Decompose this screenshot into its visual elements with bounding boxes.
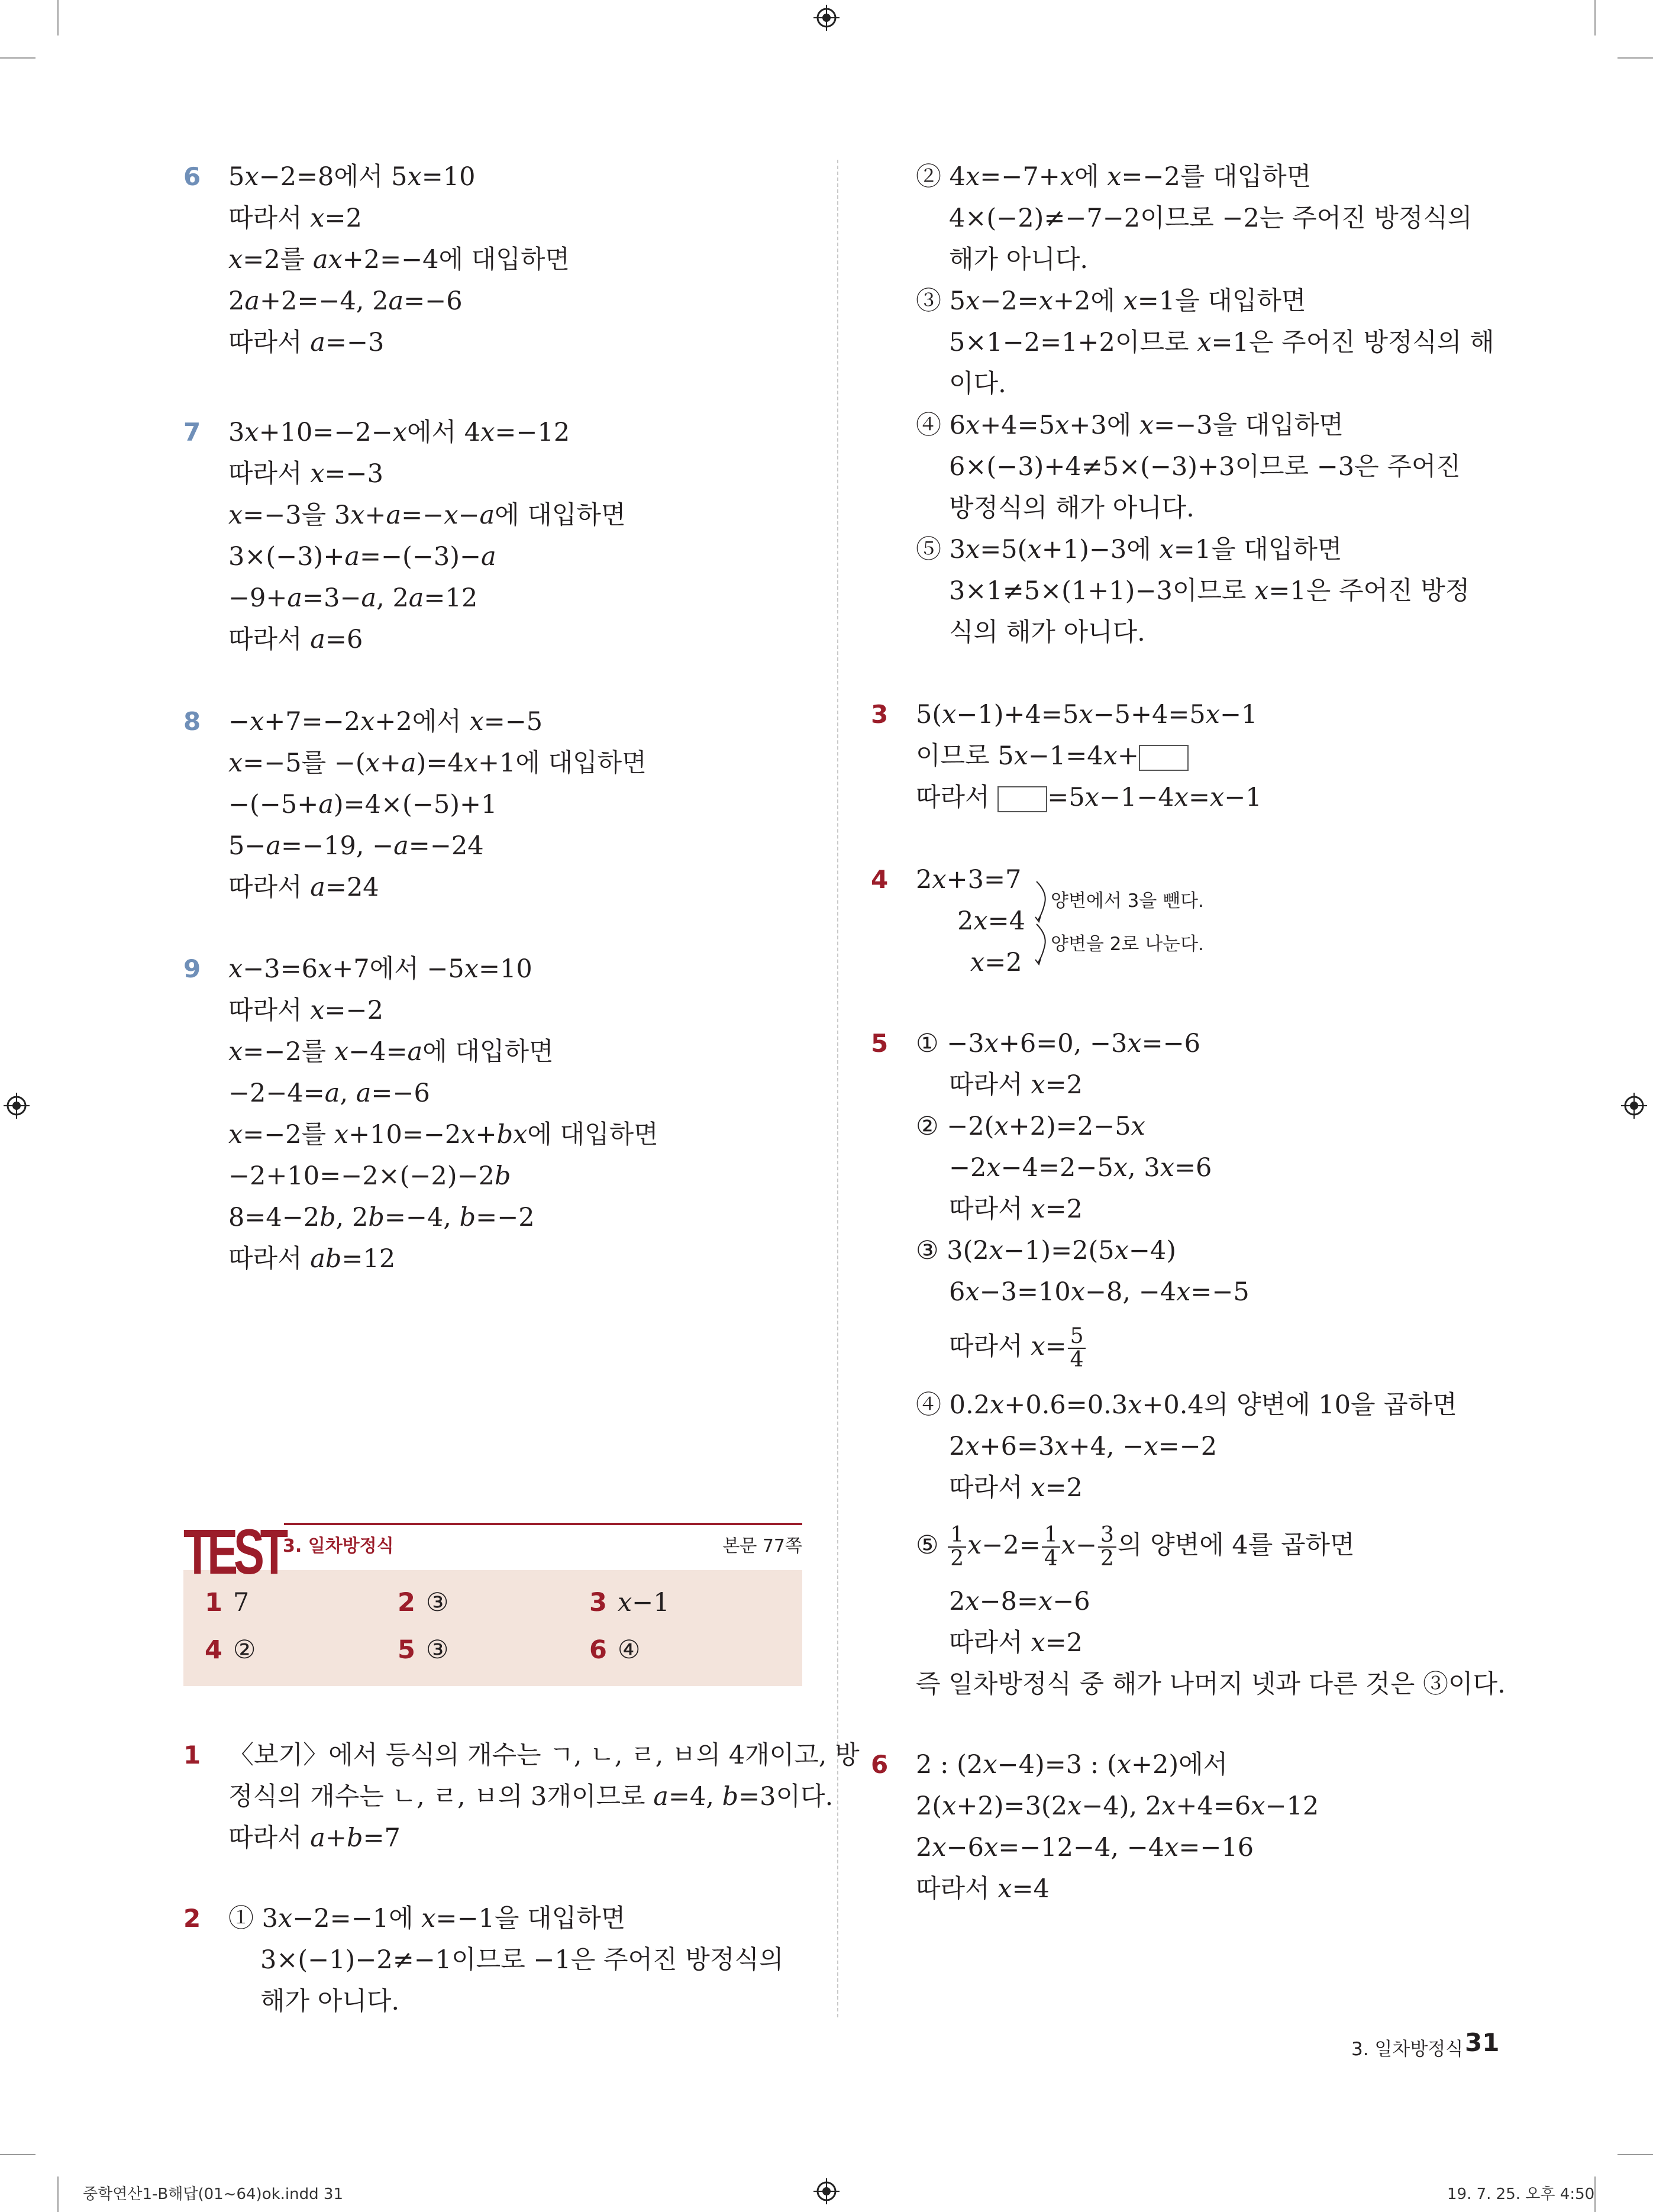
crop-mark xyxy=(1618,2154,1653,2155)
test-chapter: 3. 일차방정식 xyxy=(283,1536,394,1557)
solution-line: 해가 아니다. xyxy=(949,245,1089,275)
fraction: $\frac{3}{2}$ xyxy=(1098,1524,1116,1570)
problem-number: 6 xyxy=(183,162,201,191)
solution-line: 따라서 𝑥=2 xyxy=(949,1628,1083,1658)
crop-mark xyxy=(57,2177,59,2212)
print-file-info: 중학연산1-B해답(01~64)ok.indd 31 xyxy=(83,2185,343,2203)
solution-line: ③ 3(2𝑥−1)=2(5𝑥−4) xyxy=(916,1236,1177,1265)
solution-line: 3×1≠5×(1+1)−3이므로 𝑥=1은 주어진 방정 xyxy=(949,576,1470,606)
solution-line: 𝑥−3=6𝑥+7에서 −5𝑥=10 xyxy=(228,954,532,984)
solution-line: 𝑥=−3을 3𝑥+𝑎=−𝑥−𝑎에 대입하면 xyxy=(228,500,626,530)
solution-line: 5(𝑥−1)+4=5𝑥−5+4=5𝑥−1 xyxy=(916,700,1258,729)
solution-line: ③ 5𝑥−2=𝑥+2에 𝑥=1을 대입하면 xyxy=(916,286,1306,316)
solution-line: 이므로 5𝑥−1=4𝑥+ xyxy=(916,735,1189,777)
test-header-rule xyxy=(284,1523,802,1525)
solution-line: 따라서 𝑥=−3 xyxy=(228,459,383,489)
solution-line: 따라서 𝑎+𝑏=7 xyxy=(228,1823,401,1853)
solution-line: 2𝑥−6𝑥=−12−4, −4𝑥=−16 xyxy=(916,1833,1254,1862)
problem-number: 6 xyxy=(871,1750,889,1779)
crop-mark xyxy=(1618,57,1653,59)
solution-line: 2 : (2𝑥−4)=3 : (𝑥+2)에서 xyxy=(916,1750,1228,1780)
problem-number: 9 xyxy=(183,954,201,983)
solution-line: ① −3𝑥+6=0, −3𝑥=−6 xyxy=(916,1029,1201,1058)
solution-line: 𝑥=−2를 𝑥−4=𝑎에 대입하면 xyxy=(228,1037,554,1067)
solution-line: −9+𝑎=3−𝑎, 2𝑎=12 xyxy=(228,583,478,613)
fraction: $\frac{1}{2}$ xyxy=(948,1524,966,1570)
registration-mark-icon xyxy=(1621,1093,1647,1119)
fraction: $\frac{1}{4}$ xyxy=(1042,1524,1060,1570)
test-answer: 3 𝑥−1 xyxy=(589,1588,670,1617)
solution-line: 𝑥=−5를 −(𝑥+𝑎)=4𝑥+1에 대입하면 xyxy=(228,748,647,778)
solution-line: 따라서 =5𝑥−1−4𝑥=𝑥−1 xyxy=(916,783,1262,812)
solution-line: 5𝑥−2=8에서 5𝑥=10 xyxy=(228,162,476,192)
solution-line: 정식의 개수는 ㄴ, ㄹ, ㅂ의 3개이므로 𝑎=4, 𝑏=3이다. xyxy=(228,1782,834,1811)
solution-line: 식의 해가 아니다. xyxy=(949,618,1145,647)
problem-number: 8 xyxy=(183,707,201,736)
crop-mark xyxy=(0,57,35,59)
solution-line: 방정식의 해가 아니다. xyxy=(949,493,1194,523)
test-answer: 2 ③ xyxy=(398,1588,449,1617)
equation-step: 2𝑥+3=7 xyxy=(916,865,1022,895)
solution-line: 따라서 𝑥=2 xyxy=(228,204,362,233)
solution-line: 따라서 𝑥=4 xyxy=(916,1874,1050,1904)
step-note: 양변을 2로 나눈다. xyxy=(1051,934,1204,955)
step-note: 양변에서 3을 뺀다. xyxy=(1051,890,1204,912)
test-title: TEST xyxy=(183,1516,284,1587)
solution-line: 3𝑥+10=−2−𝑥에서 4𝑥=−12 xyxy=(228,418,570,447)
solution-line: 이다. xyxy=(949,369,1006,399)
solution-line: 2𝑥−8=𝑥−6 xyxy=(949,1587,1090,1616)
solution-line: 따라서 𝑥=2 xyxy=(949,1194,1083,1224)
solution-line: 따라서 𝑎=−3 xyxy=(228,328,385,357)
solution-line: 2𝑎+2=−4, 2𝑎=−6 xyxy=(228,286,463,316)
problem-number: 2 xyxy=(183,1904,201,1933)
fraction: $\frac{5}{4}$ xyxy=(1068,1325,1086,1371)
problem-number: 4 xyxy=(871,865,889,894)
crop-mark xyxy=(1594,2177,1596,2212)
print-date-info: 19. 7. 25. 오후 4:50 xyxy=(1447,2185,1595,2203)
solution-line: −2−4=𝑎, 𝑎=−6 xyxy=(228,1078,430,1108)
solution-line: ⑤ $\frac{1}{2}$ 𝑥−2= $\frac{1}{4}$ 𝑥− $\frac{3}{2}$ 의 양변에 4를 곱하면 xyxy=(916,1523,1355,1571)
solution-line: −2𝑥−4=2−5𝑥, 3𝑥=6 xyxy=(949,1153,1212,1183)
solution-line: 4×(−2)≠−7−2이므로 −2는 주어진 방정식의 xyxy=(949,204,1473,233)
solution-line: −2+10=−2×(−2)−2𝑏 xyxy=(228,1161,511,1191)
test-answer-box xyxy=(183,1516,802,1686)
test-answer: 1 7 xyxy=(205,1588,250,1617)
solution-line: 3×(−3)+𝑎=−(−3)−𝑎 xyxy=(228,542,496,571)
solution-line: 2(𝑥+2)=3(2𝑥−4), 2𝑥+4=6𝑥−12 xyxy=(916,1791,1319,1821)
test-page-ref: 본문 77쪽 xyxy=(722,1536,802,1557)
registration-mark-icon xyxy=(4,1093,30,1119)
blank-box xyxy=(997,786,1047,812)
solution-line: ② 4𝑥=−7+𝑥에 𝑥=−2를 대입하면 xyxy=(916,162,1312,192)
solution-line: −(−5+𝑎)=4×(−5)+1 xyxy=(228,790,498,819)
solution-line: 〈보기〉에서 등식의 개수는 ㄱ, ㄴ, ㄹ, ㅂ의 4개이고, 방 xyxy=(228,1740,860,1770)
equation-step: 2𝑥=4 xyxy=(957,906,1025,936)
solution-line: ④ 6𝑥+4=5𝑥+3에 𝑥=−3을 대입하면 xyxy=(916,411,1344,440)
solution-line: 5−𝑎=−19, −𝑎=−24 xyxy=(228,831,484,861)
page-number: 31 xyxy=(1465,2028,1500,2057)
solution-line: 5×1−2=1+2이므로 𝑥=1은 주어진 방정식의 해 xyxy=(949,328,1494,357)
solution-line: 해가 아니다. xyxy=(260,1987,400,2016)
solution-line: 2𝑥+6=3𝑥+4, −𝑥=−2 xyxy=(949,1432,1218,1461)
step-bracket-icon xyxy=(1034,879,1051,968)
crop-mark xyxy=(57,0,59,35)
registration-mark-icon xyxy=(813,2178,840,2204)
solution-line: 3×(−1)−2≠−1이므로 −1은 주어진 방정식의 xyxy=(260,1945,784,1975)
test-answer: 4 ② xyxy=(205,1635,256,1665)
test-answer-band xyxy=(183,1570,802,1686)
solution-line: 따라서 𝑥=2 xyxy=(949,1473,1083,1503)
solution-line: 6𝑥−3=10𝑥−8, −4𝑥=−5 xyxy=(949,1277,1250,1307)
registration-mark-icon xyxy=(813,5,840,31)
blank-box xyxy=(1139,745,1189,771)
solution-line: 따라서 𝑎=6 xyxy=(228,625,363,654)
solution-line: 𝑥=2를 𝑎𝑥+2=−4에 대입하면 xyxy=(228,245,570,275)
test-answer: 6 ④ xyxy=(589,1635,641,1665)
solution-line: 즉 일차방정식 중 해가 나머지 넷과 다른 것은 ③이다. xyxy=(916,1670,1506,1699)
crop-mark xyxy=(1594,0,1596,35)
solution-line: −𝑥+7=−2𝑥+2에서 𝑥=−5 xyxy=(228,707,543,737)
problem-number: 1 xyxy=(183,1740,201,1769)
solution-line: ⑤ 3𝑥=5(𝑥+1)−3에 𝑥=1을 대입하면 xyxy=(916,535,1342,564)
test-answer: 5 ③ xyxy=(398,1635,449,1665)
problem-number: 7 xyxy=(183,418,201,447)
solution-line: ④ 0.2𝑥+0.6=0.3𝑥+0.4의 양변에 10을 곱하면 xyxy=(916,1390,1457,1420)
solution-line: 6×(−3)+4≠5×(−3)+3이므로 −3은 주어진 xyxy=(949,452,1461,482)
solution-line: 따라서 𝑎𝑏=12 xyxy=(228,1244,396,1274)
solution-line: ② −2(𝑥+2)=2−5𝑥 xyxy=(916,1112,1145,1141)
problem-number: 5 xyxy=(871,1029,889,1058)
solution-line: 8=4−2𝑏, 2𝑏=−4, 𝑏=−2 xyxy=(228,1203,535,1232)
solution-line: 따라서 𝑥=−2 xyxy=(228,996,383,1025)
solution-line: 따라서 𝑎=24 xyxy=(228,873,379,902)
solution-line: 𝑥=−2를 𝑥+10=−2𝑥+𝑏𝑥에 대입하면 xyxy=(228,1120,658,1149)
solution-line: 따라서 𝑥= $\frac{5}{4}$ xyxy=(949,1325,1087,1371)
solution-line: ① 3𝑥−2=−1에 𝑥=−1을 대입하면 xyxy=(228,1904,626,1933)
solution-line: 따라서 𝑥=2 xyxy=(949,1070,1083,1100)
problem-number: 3 xyxy=(871,700,889,729)
page-footer-chapter: 3. 일차방정식 xyxy=(1351,2039,1464,2060)
equation-step: 𝑥=2 xyxy=(970,948,1022,977)
crop-mark xyxy=(0,2154,35,2155)
